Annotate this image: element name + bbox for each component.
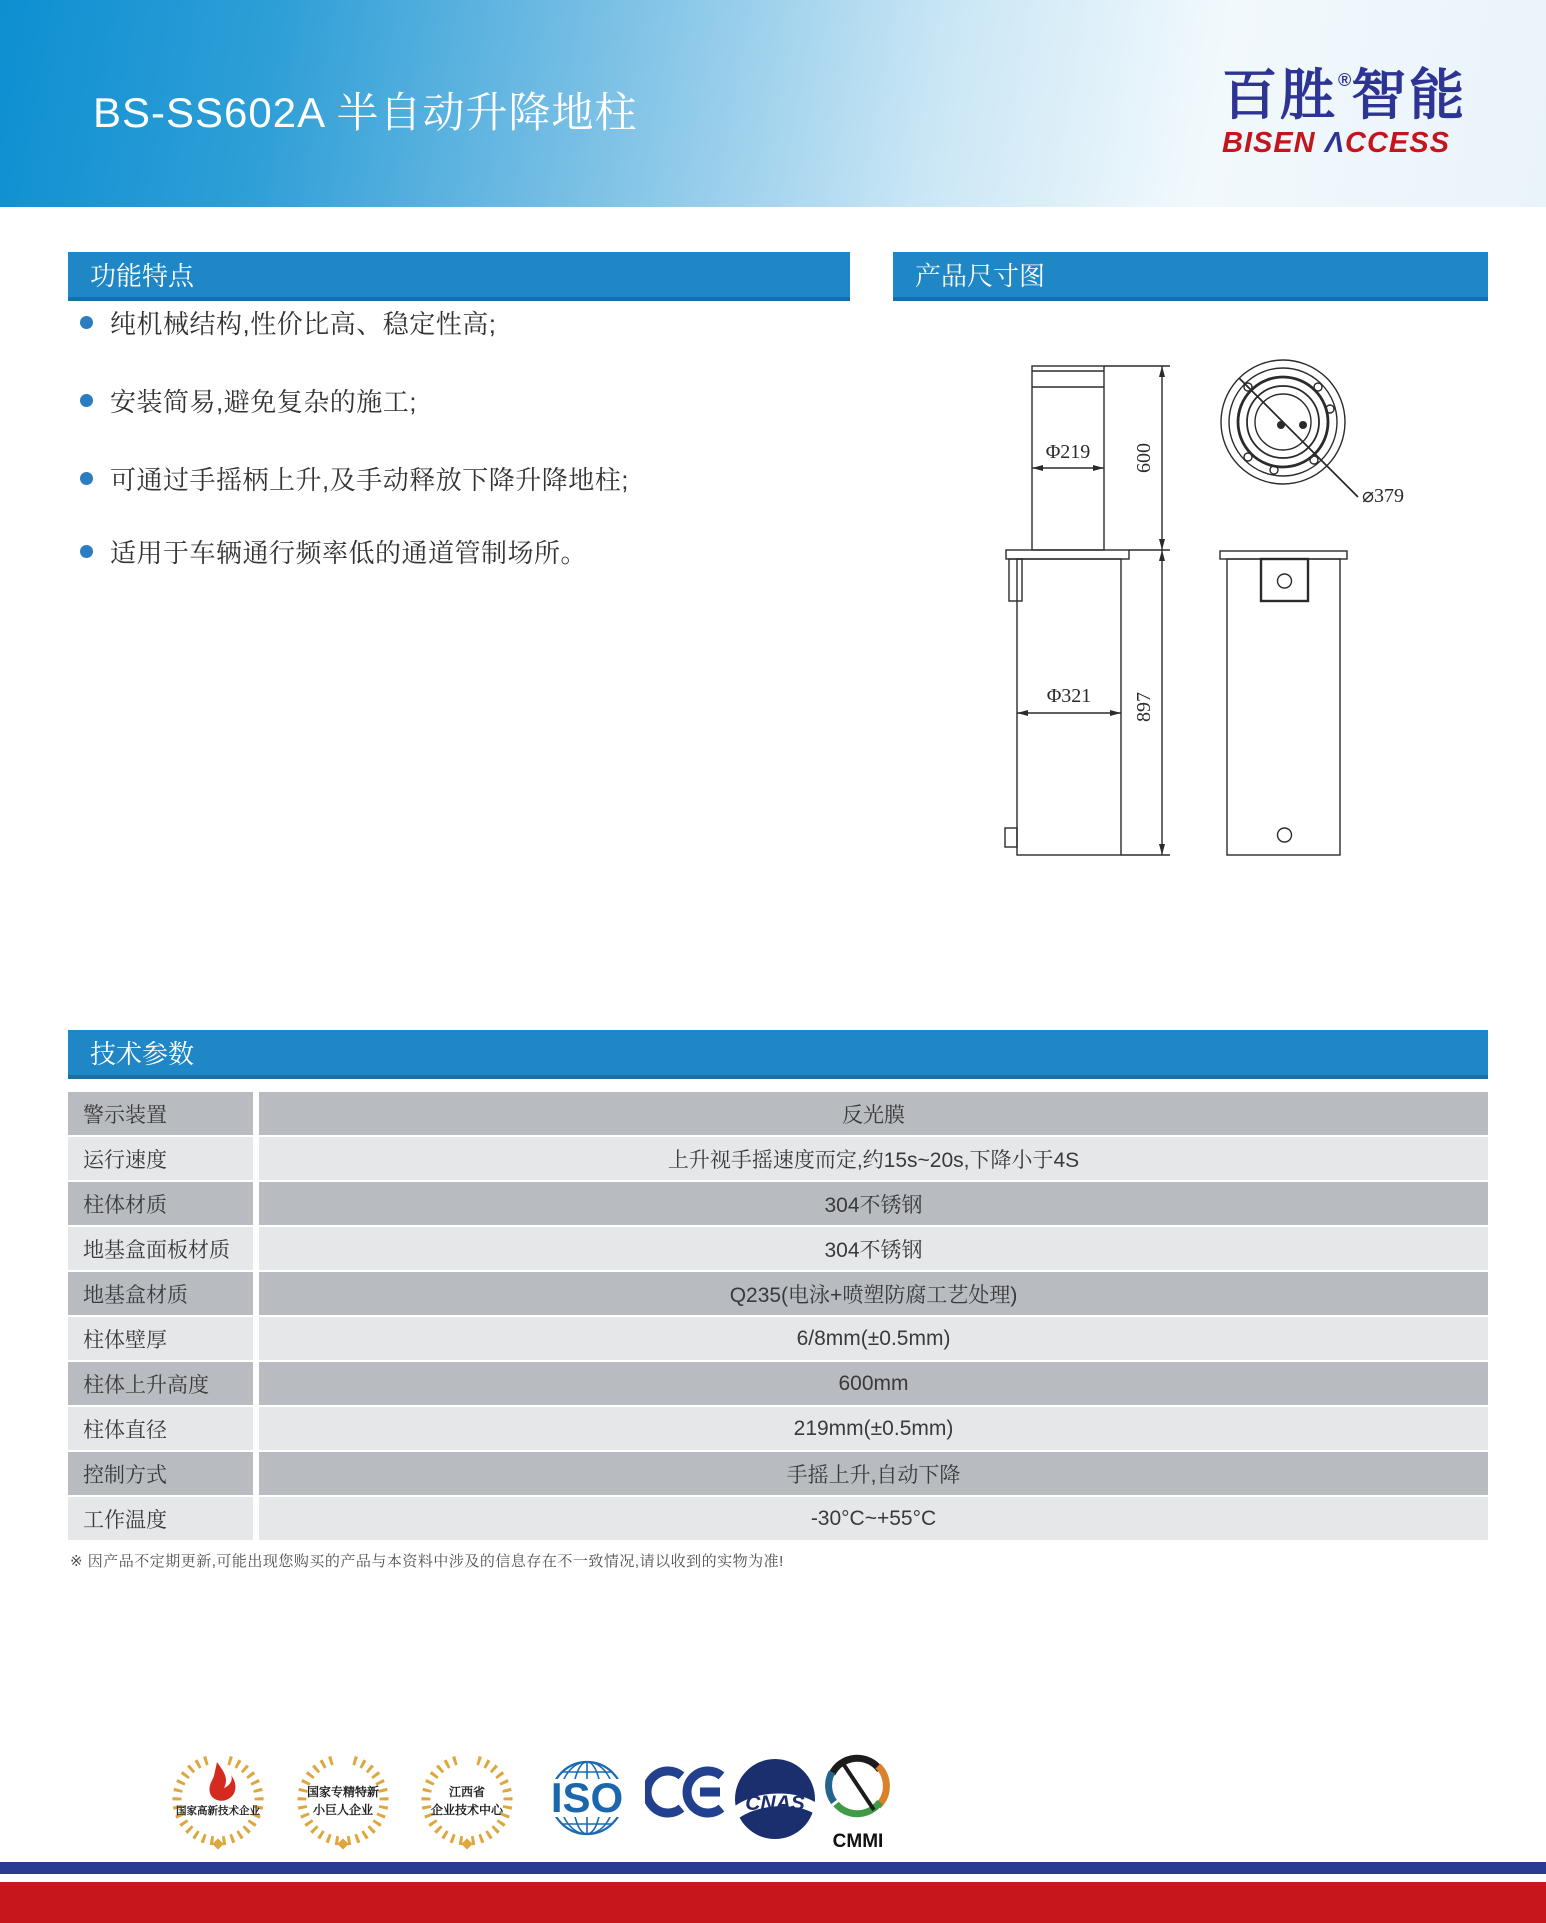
spec-value: 304不锈钢 <box>259 1227 1488 1270</box>
side-tab <box>1005 828 1017 847</box>
arrowhead <box>1159 539 1165 550</box>
brand-logo-chinese <box>1222 50 1502 125</box>
cmmi-arc-teal <box>829 1772 834 1802</box>
laurel-base <box>212 1838 223 1849</box>
registered-mark: ® <box>1338 70 1352 90</box>
spec-value: 手摇上升,自动下降 <box>259 1452 1488 1495</box>
laurel-right <box>219 1760 259 1841</box>
table-row <box>68 1272 1488 1315</box>
dim-label-897: 897 <box>1133 692 1155 722</box>
spec-label: 地基盒面板材质 <box>68 1227 253 1270</box>
logo-cn-part2: 智能 <box>1351 64 1468 126</box>
cmmi-arc-black <box>832 1758 880 1774</box>
table-row <box>68 1452 1488 1495</box>
feature-item <box>80 304 496 341</box>
bullet-icon <box>80 394 93 407</box>
bullet-icon <box>80 472 93 485</box>
table-row <box>68 1092 1488 1135</box>
screw-hole <box>1314 383 1322 391</box>
feature-text: 适用于车辆通行频率低的通道管制场所。 <box>110 538 588 568</box>
foundation-box-front <box>1017 559 1121 855</box>
logo-en-part1: BISEN <box>1222 127 1325 159</box>
cert-cmmi-logo <box>820 1746 898 1854</box>
feature-item <box>80 460 629 497</box>
cert-national-hightech-badge <box>168 1748 268 1853</box>
table-row <box>68 1317 1488 1360</box>
cmmi-cross-line <box>842 1762 874 1810</box>
cmmi-text: CMMI <box>832 1831 884 1852</box>
screw-hole <box>1310 456 1318 464</box>
table-row <box>68 1497 1488 1540</box>
spec-label: 柱体壁厚 <box>68 1317 253 1360</box>
flame-icon <box>209 1762 235 1801</box>
leader-line-379 <box>1327 466 1358 497</box>
cert-tech-center-badge <box>417 1748 517 1853</box>
cert-text: 企业技术中心 <box>430 1803 504 1817</box>
spec-label: 工作温度 <box>68 1497 253 1540</box>
page-title: BS-SS602A 半自动升降地柱 <box>93 89 638 136</box>
cert-iso-logo <box>540 1750 635 1850</box>
laurel-base <box>461 1838 472 1849</box>
spec-value: 反光膜 <box>259 1092 1488 1135</box>
notch-hole <box>1278 574 1292 588</box>
cert-text: 国家专精特新 <box>306 1785 380 1799</box>
laurel-right <box>344 1760 384 1841</box>
table-row <box>68 1137 1488 1180</box>
laurel-left <box>302 1760 342 1841</box>
arrowhead <box>1159 366 1165 377</box>
center-dot <box>1299 421 1307 429</box>
feature-text: 纯机械结构,性价比高、稳定性高; <box>110 309 497 339</box>
spec-value: 上升视手摇速度而定,约15s~20s,下降小于4S <box>259 1137 1488 1180</box>
spec-label: 运行速度 <box>68 1137 253 1180</box>
table-row <box>68 1227 1488 1270</box>
feature-text: 安装简易,避免复杂的施工; <box>110 387 417 417</box>
laurel-right <box>468 1760 508 1841</box>
arrowhead <box>1110 710 1121 716</box>
cert-little-giant-badge <box>293 1748 393 1853</box>
cert-text: 国家高新技术企业 <box>176 1805 260 1817</box>
release-handle <box>1009 559 1022 601</box>
footer-blue-bar <box>0 1862 1546 1874</box>
table-row <box>68 1182 1488 1225</box>
feature-item <box>80 533 587 570</box>
spec-value: 600mm <box>259 1362 1488 1405</box>
center-dot <box>1277 421 1285 429</box>
features-section-header: 功能特点 <box>68 252 850 301</box>
screw-hole <box>1244 453 1252 461</box>
cert-text: 小巨人企业 <box>312 1803 374 1817</box>
iso-text: ISO <box>550 1774 624 1821</box>
arrowhead <box>1032 465 1043 471</box>
spec-value: Q235(电泳+喷塑防腐工艺处理) <box>259 1272 1488 1315</box>
laurel-left <box>426 1760 466 1841</box>
disclaimer-note: ※ 因产品不定期更新,可能出现您购买的产品与本资料中涉及的信息存在不一致情况,请以收到的实物为准! <box>70 1553 784 1570</box>
cert-text: 江西省 <box>448 1785 486 1799</box>
spec-value: 6/8mm(±0.5mm) <box>259 1317 1488 1360</box>
ce-letter-c <box>647 1771 681 1813</box>
spec-label: 柱体材质 <box>68 1182 253 1225</box>
spec-label: 警示装置 <box>68 1092 253 1135</box>
dim-label-321: Φ321 <box>1046 685 1092 707</box>
brand-logo <box>1222 50 1502 160</box>
arrowhead <box>1159 844 1165 855</box>
spec-label: 控制方式 <box>68 1452 253 1495</box>
spec-value: 219mm(±0.5mm) <box>259 1407 1488 1450</box>
arrowhead <box>1017 710 1028 716</box>
specs-section-header: 技术参数 <box>68 1030 1488 1079</box>
arrowhead <box>1093 465 1104 471</box>
dim-label-379: ⌀379 <box>1362 485 1405 507</box>
flange-plate <box>1006 550 1129 559</box>
spec-label: 地基盒材质 <box>68 1272 253 1315</box>
spec-label: 柱体上升高度 <box>68 1362 253 1405</box>
arrowhead <box>1159 550 1165 561</box>
spec-label: 柱体直径 <box>68 1407 253 1450</box>
cert-ce-mark <box>645 1762 733 1824</box>
drain-hole <box>1278 828 1292 842</box>
cnas-text: CNAS <box>745 1792 805 1815</box>
header-banner <box>0 0 1546 207</box>
cert-cnas-logo <box>733 1754 818 1844</box>
feature-item <box>80 382 417 419</box>
cmmi-arc-orange <box>878 1766 886 1806</box>
logo-en-part2: CCESS <box>1345 127 1450 159</box>
spec-value: 304不锈钢 <box>259 1182 1488 1225</box>
laurel-left <box>177 1760 217 1841</box>
foundation-box-side <box>1227 559 1340 855</box>
brand-logo-english <box>1222 127 1502 160</box>
specs-table <box>68 1092 1488 1542</box>
handle-notch <box>1261 559 1308 601</box>
bullet-icon <box>80 316 93 329</box>
foundation-top-plate <box>1220 551 1347 559</box>
dim-label-600: 600 <box>1133 443 1155 473</box>
dim-label-219: Φ219 <box>1045 441 1091 463</box>
laurel-base <box>337 1838 348 1849</box>
bullet-icon <box>80 545 93 558</box>
dimensions-section-header: 产品尺寸图 <box>893 252 1488 301</box>
table-row <box>68 1407 1488 1450</box>
footer-red-bar <box>0 1882 1546 1923</box>
dimension-drawing <box>990 355 1510 875</box>
feature-text: 可通过手摇柄上升,及手动释放下降升降地柱; <box>110 465 629 495</box>
spec-value: -30°C~+55°C <box>259 1497 1488 1540</box>
logo-triangle-a: Λ <box>1324 127 1346 159</box>
logo-cn-part1: 百胜 <box>1222 64 1339 126</box>
table-row <box>68 1362 1488 1405</box>
